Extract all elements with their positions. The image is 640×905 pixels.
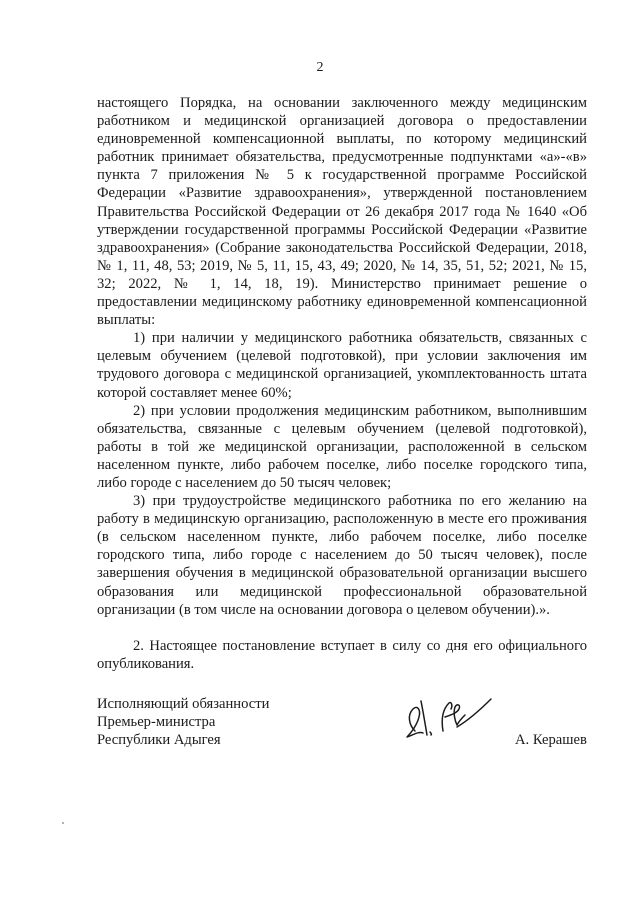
signer-title-line: Премьер-министра: [97, 714, 216, 731]
document-body: [97, 94, 587, 673]
signature-block: [97, 695, 597, 755]
list-item-1: 1) при наличии у медицинского работника обязательств, связанных с целевым обучением (целевой подготовкой), при условии заключения им трудового договора с медицинской организацией, укомплектованность штата которой составляет менее 60%;: [97, 330, 587, 401]
signer-title-line: Исполняющий обязанности: [97, 696, 270, 712]
effective-date-clause: 2. Настоящее постановление вступает в силу со дня его официального опубликования.: [97, 637, 587, 672]
signer-title-line: Республики Адыгея: [97, 732, 221, 749]
page-number: 2: [316, 60, 324, 75]
handwritten-signature: [397, 687, 497, 753]
signer-name: А. Керашев: [515, 732, 587, 748]
paragraph-continuation: настоящего Порядка, на основании заключенного между медицинским работником и медицинской организацией договора о предоставлении единовременной компенсационной выплаты, по которому медицинский работник принимает обязательства, предусмотренные подпунктами «а»-«в» пункта 7 приложения № 5 к государственной программе Российской Федерации «Развитие здравоохранения», утвержденной постановлением Правительства Российской Федерации от 26 декабря 2017 года № 1640 «Об утверждении государственной программы Российской Федерации «Развитие здравоохранения» (Собрание законодательства Российской Федерации, 2018, № 1, 11, 48, 53; 2019, № 5, 11, 15, 43, 49; 2020, № 14, 35, 51, 52; 2021, № 15, 32; 2022, № 1, 14, 18, 19). Министерство принимает решение о предоставлении медицинскому работнику единовременной компенсационной выплаты:: [97, 95, 587, 329]
list-item-3: 3) при трудоустройстве медицинского работника по его желанию на работу в медицинскую организацию, расположенную в месте его проживания (в сельском населенном пункте, либо рабочем поселке, либо поселке городского типа, либо городе с населением до 50 тысяч человек), после завершения обучения в медицинской образовательной организации высшего образования или медицинской профессиональной образовательной организации (в том числе на основании договора о целевом обучении).».: [97, 493, 587, 618]
scan-artifact: [62, 822, 64, 824]
signer-title: [97, 695, 269, 750]
list-item-2: 2) при условии продолжения медицинским работником, выполнившим обязательства, связанные с целевым обучением (целевой подготовкой), работы в той же медицинской организации, расположенной в сельском населенном пункте, либо рабочем поселке, либо поселке городского типа, либо городе с населением до 50 тысяч человек;: [97, 402, 587, 491]
